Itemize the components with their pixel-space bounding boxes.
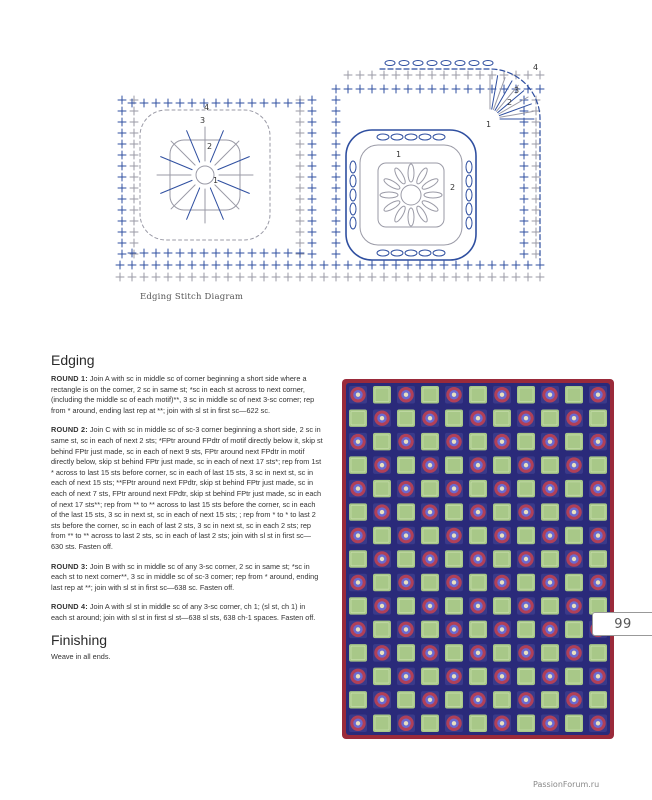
diagram-number-2b: 2 — [450, 183, 456, 192]
round-1-text: Join A with sc in middle sc of corner beginning a short side where a rectangle is on the corner, 2 sc in same st; *sc in each st across to next corner, (including the middle sc of each motif)**, 3 sc in middle sc of next 3-sc corner; rep from * around, ending last rep at **; join with sl st in first sc—622 sc. — [51, 374, 315, 415]
diagram-number-3c: 3 — [514, 86, 520, 95]
blanket-photo — [338, 377, 618, 742]
diagram-number-3: 3 — [200, 116, 206, 125]
diagram-number-1b: 1 — [396, 150, 402, 159]
round-4-label: ROUND 4: — [51, 602, 88, 612]
diagram-number-1: 1 — [213, 176, 219, 185]
edging-heading: Edging — [51, 352, 95, 368]
diagram-caption: Edging Stitch Diagram — [140, 292, 244, 302]
round-2-label: ROUND 2: — [51, 425, 88, 435]
round-1 — [51, 374, 323, 416]
round-3 — [51, 562, 323, 594]
round-3-label: ROUND 3: — [51, 561, 88, 571]
diagram-number-1c: 1 — [486, 120, 492, 129]
round-2-text: Join C with sc in middle sc of sc-3 corner beginning a short side, 2 sc in same st, sc in each of next 2 sts; *FPtr around FPdtr of motif directly below it, skip st behind FPtr just made, sc in each of next 9 sts, FPtr around next FPdtr in motif directly below, skip st behind FPtr just made, sc in each of next 17 sts*; rep from 1st * across to last 15 sts before corner, sc in each of last 15 sts, 3 sc in next st, sc in each of next 15 sts; **FPtr around next FPdtr, skip st behind FPtr just made, sc in each of next 7 sts, FPtr around next FPdtr, skip st behind FPtr just made, sc in each of next 17 sts**; rep from ** to ** across to last 15 sts before the corner, sc in each of the last 15 sts, 3 sc in next st, sc in each of next 15 sts; ; rep from * to * to last 2 sts before the corner, sc in each of last 2 sts, 3 sc in next st, sc in each 2 sts; rep from ** to ** across to last 2 sts, sc in each of last 2 sts; join with sl st in first sc—630 sts. Fasten off. — [51, 425, 323, 551]
page-number: 99 — [592, 612, 652, 636]
diagram-number-4: 4 — [204, 103, 210, 112]
finishing-text: Weave in all ends. — [51, 652, 111, 662]
diagram-number-2: 2 — [207, 142, 213, 151]
instructions-column — [51, 352, 323, 662]
round-2 — [51, 425, 323, 552]
round-1-label: ROUND 1: — [51, 374, 88, 383]
round-4-text: Join A with sl st in middle sc of any 3-sc corner, ch 1; (sl st, ch 1) in each st around; join with sl st in first sl st—638 sl sts, 638 ch-1 spaces. Fasten off. — [51, 602, 316, 622]
diagram-number-2c: 2 — [507, 98, 513, 107]
finishing-heading: Finishing — [51, 632, 108, 649]
round-4 — [51, 602, 323, 623]
edging-stitch-diagram — [110, 55, 550, 290]
round-3-text: Join B with sc in middle sc of any 3-sc corner, 2 sc in same st; *sc in each st to next corner**, 3 sc in middle sc of sc-3 corner; rep from * around, ending last rep at **; join with sl st in first sc—638 sc. Fasten off. — [51, 561, 319, 592]
diagram-number-4c: 4 — [533, 63, 539, 72]
watermark: PassionForum.ru — [533, 780, 600, 789]
